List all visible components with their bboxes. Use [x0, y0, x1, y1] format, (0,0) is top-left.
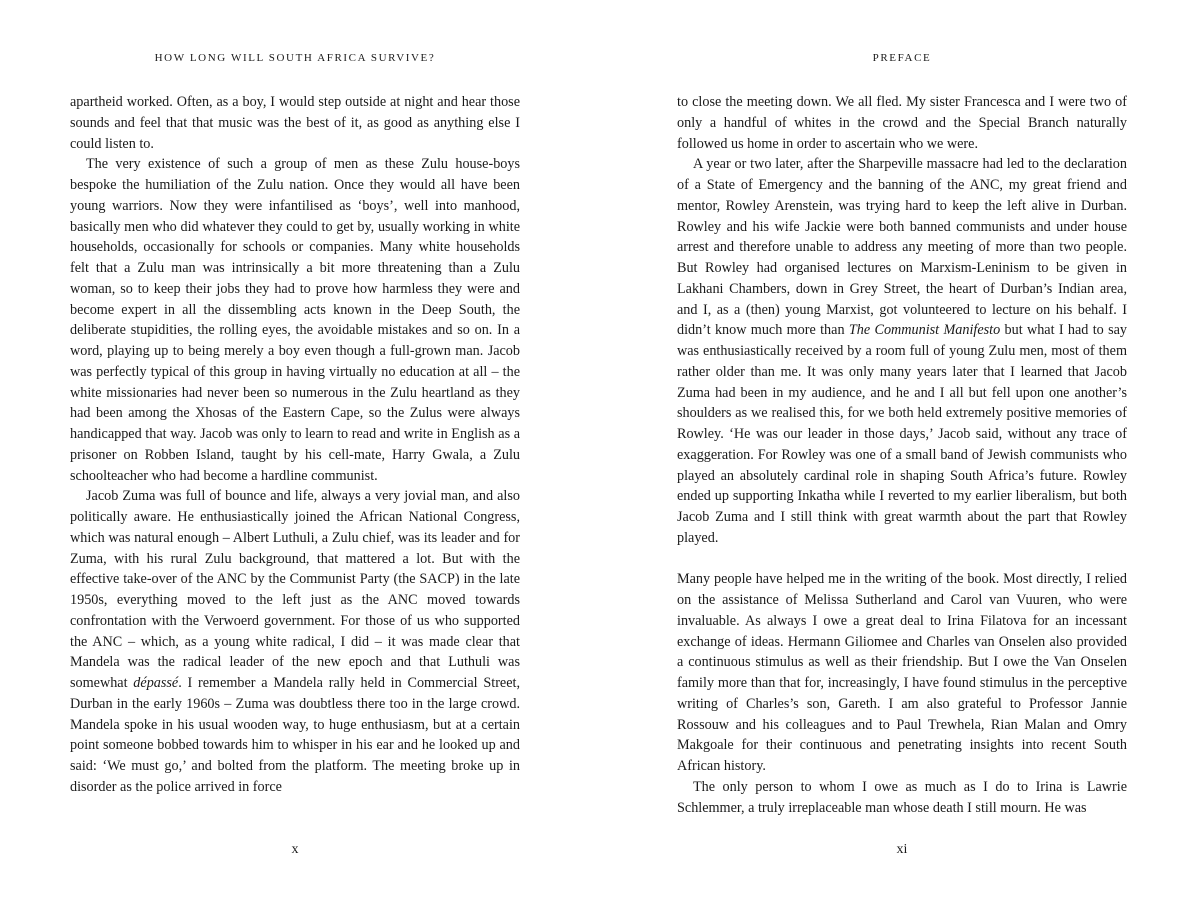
left-page: [70, 0, 520, 917]
left-page-body: [70, 92, 520, 798]
paragraph: apartheid worked. Often, as a boy, I would step outside at night and hear those sounds and feel that that music was the best of it, as good as anything else I could listen to.: [70, 94, 520, 152]
paragraph-text: . I remember a Mandela rally held in Commercial Street, Durban in the early 1960s – Zuma was doubtless there too in the large crowd. Mandela spoke in his usual wooden way, to huge enthusiasm, but at a certain point someone bobbed towards him to whisper in his ear and he looked up and said: ‘We must go,’ and bolted from the platform. The meeting broke up in disorder as the police arrived in force: [70, 675, 521, 795]
right-page-body: [677, 92, 1127, 818]
page-number-right: xi: [896, 842, 908, 857]
paragraph-text: Jacob Zuma was full of bounce and life, always a very jovial man, and also politically aware. He enthusiastically joined the African National Congress, which was natural enough – Albert Luthuli, a Zulu chief, was its leader and for Zuma, with his rural Zulu background, that mattered a lot. But with the effective take-over of the ANC by the Communist Party (the SACP) in the late 1950s, everything moved to the left just as the ANC moved towards confrontation with the Verwoerd government. For those of us who supported the ANC – which, as a young white radical, I did – it was made clear that Mandela was the radical leader of the new epoch and that Luthuli was somewhat: [70, 488, 520, 691]
paragraph-text: but what I had to say was enthusiastically received by a room full of young Zulu men, most of them rather older than me. It was only many years later that I learned that Jacob Zuma had been in my audience, and he and I all but fell upon one another’s shoulders as we realised this, for we both held extremely positive memories of Rowley. ‘He was our leader in those days,’ Jacob said, without any trace of exaggeration. For Rowley was one of a small band of Jewish communists who played an absolutely cardinal role in shaping South Africa’s future. Rowley ended up supporting Inkatha while I reverted to my earlier liberalism, but both Jacob Zuma and I still think with great warmth about the part that Rowley played.: [677, 322, 1127, 546]
paragraph: The very existence of such a group of men as these Zulu house-boys bespoke the humiliation of the Zulu nation. Once they would all have been young warriors. Now they were infantilised as ‘boys’, well into manhood, basically men who did whatever they could to get by, usually working in white households, occasionally for schools or companies. Many white households felt that a Zulu man was intrinsically a bit more threatening than a Zulu woman, so to keep their jobs they had to prove how harmless they were and become expert in all the dissembling acts known in the Deep South, the deliberate stupidities, the rolling eyes, the avoidable mistakes and so on. In a word, playing up to being merely a boy even though a full-grown man. Jacob was perfectly typical of this group in having virtually no education at all – the white missionaries had never been so numerous in the Zulu heartland as they had been among the Xhosas of the Eastern Cape, so the Zulus were always handicapped that way. Jacob was only to learn to read and write in English as a prisoner on Robben Island, taught by his cell-mate, Harry Gwala, a Zulu schoolteacher who had become a hardline communist.: [70, 156, 520, 484]
paragraph: Many people have helped me in the writing of the book. Most directly, I relied on the assistance of Melissa Sutherland and Carol van Vuuren, who were invaluable. As always I owe a great deal to Irina Filatova for an incessant exchange of ideas. Hermann Giliomee and Charles van Onselen also provided a continuous stimulus as well as their friendship. But I owe the Van Onselen family more than that for, increasingly, I have found stimulus in the perceptive writing of Charles’s son, Gareth. I am also grateful to Professor Jannie Rossouw and his colleagues and to Paul Trewhela, Rian Malan and Omry Makgoale for their continuous and penetrating insights into recent South African history.: [677, 571, 1127, 774]
running-head-left: HOW LONG WILL SOUTH AFRICA SURVIVE?: [154, 52, 436, 64]
paragraph: The only person to whom I owe as much as I do to Irina is Lawrie Schlemmer, a truly irreplaceable man whose death I still mourn. He was: [677, 778, 1127, 816]
italic-phrase: dépassé: [133, 675, 179, 691]
running-head-right: PREFACE: [872, 52, 932, 64]
paragraph-text: A year or two later, after the Sharpeville massacre had led to the declaration of a State of Emergency and the banning of the ANC, my great friend and mentor, Rowley Arenstein, was trying hard to keep the left alive in Durban. Rowley and his wife Jackie were both banned communists and under house arrest and therefore unable to address any meeting of more than two people. But Rowley had organised lectures on Marxism-Leninism to be given in Lakhani Chambers, down in Grey Street, the heart of Durban’s Indian area, and I, as a (then) young Marxist, got volunteered to lecture on his behalf. I didn’t know much more than: [677, 156, 1127, 339]
paragraph: [70, 486, 520, 797]
paragraph: [677, 154, 1127, 548]
page-number-left: x: [291, 842, 299, 857]
right-page: [677, 0, 1127, 917]
paragraph: to close the meeting down. We all fled. My sister Francesca and I were two of only a handful of whites in the crowd and the Special Branch naturally followed us home in order to ascertain who we were.: [677, 94, 1127, 152]
italic-title: The Communist Manifesto: [848, 322, 1001, 339]
